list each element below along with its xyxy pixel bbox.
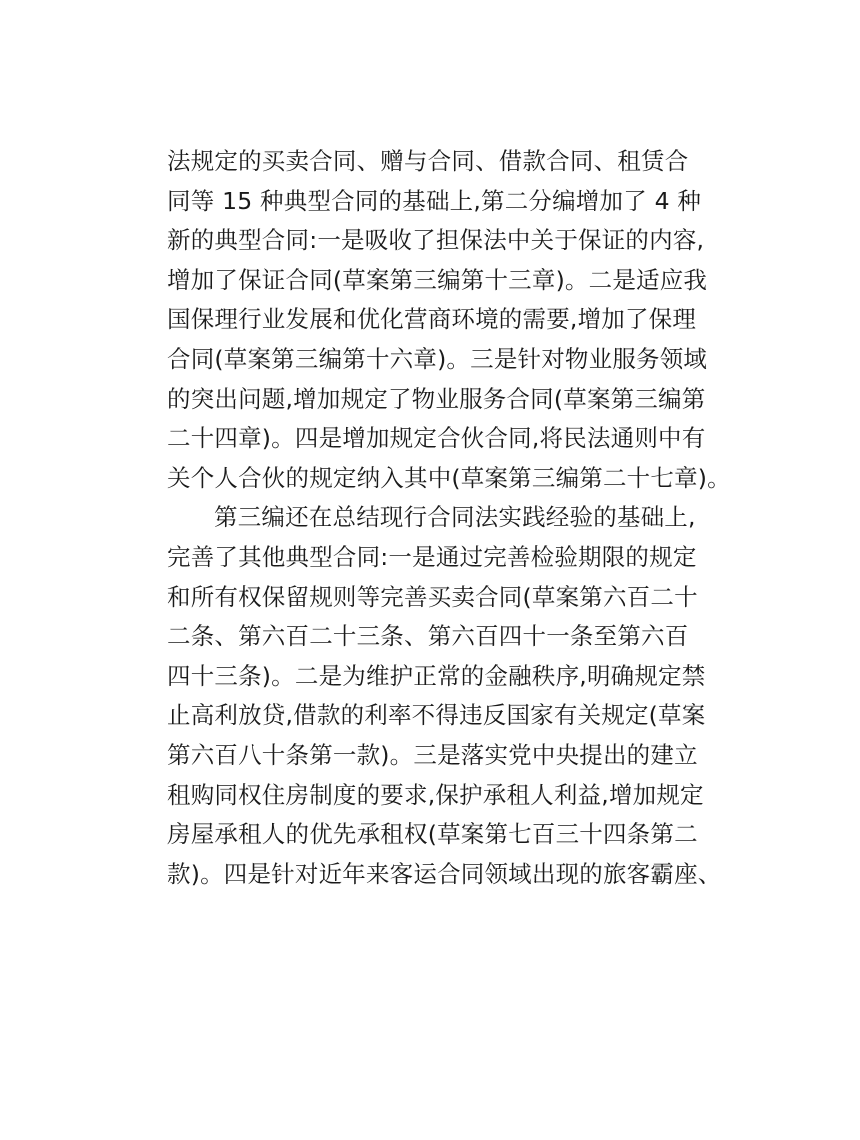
text-line-1: 法规定的买卖合同、赠与合同、借款合同、租赁合 [167,147,689,175]
document-body-text [167,142,731,894]
text-line-9: 关个人合伙的规定纳入其中(草案第三编第二十七章)。 [167,463,731,492]
text-line-12: 和所有权保留规则等完善买卖合同(草案第六百二十 [167,582,698,611]
text-line-14: 四十三条)。二是为维护正常的金融秩序,明确规定禁 [167,661,706,690]
text-line-6: 合同(草案第三编第十六章)。三是针对物业服务领域 [167,344,708,373]
text-line-4: 增加了保证合同(草案第三编第十三章)。二是适应我 [167,265,708,294]
text-line-11: 完善了其他典型合同:一是通过完善检验期限的规定 [167,542,697,571]
text-line-13: 二条、第六百二十三条、第六百四十一条至第六百 [167,622,689,651]
paragraph-start-line: 第三编还在总结现行合同法实践经验的基础上, [214,503,696,532]
text-line-7: 的突出问题,增加规定了物业服务合同(草案第三编第 [167,384,706,413]
text-line-18: 房屋承租人的优先承租权(草案第七百三十四条第二 [167,820,698,849]
text-line-17: 租购同权住房制度的要求,保护承租人利益,增加规定 [167,780,704,809]
text-line-5: 国保理行业发展和优化营商环境的需要,增加了保理 [167,305,697,334]
text-line-8: 二十四章)。四是增加规定合伙合同,将民法通则中有 [167,424,706,453]
text-line-19: 款)。四是针对近年来客运合同领域出现的旅客霸座、 [167,859,722,888]
text-line-2: 同等 15 种典型合同的基础上,第二分编增加了 4 种 [167,186,702,215]
text-line-3: 新的典型合同:一是吸收了担保法中关于保证的内容, [167,226,705,255]
text-line-15: 止高利放贷,借款的利率不得违反国家有关规定(草案 [167,701,706,730]
text-line-16: 第六百八十条第一款)。三是落实党中央提出的建立 [167,740,698,769]
